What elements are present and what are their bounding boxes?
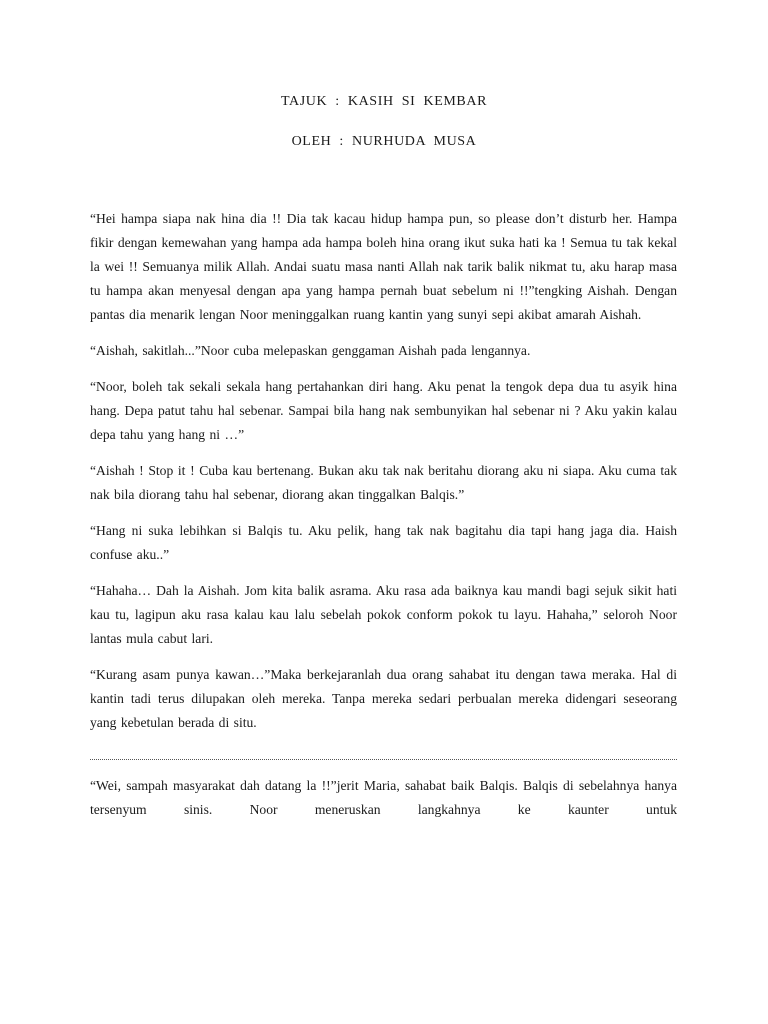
- paragraph: “Aishah, sakitlah...”Noor cuba melepaskan genggaman Aishah pada lengannya.: [90, 343, 531, 358]
- paragraph: “Aishah ! Stop it ! Cuba kau bertenang. Bukan aku tak nak beritahu diorang aku ni siapa. Aku cuma tak nak bila diorang tahu hal sebenar, diorang akan tinggalkan Balqis.”: [90, 463, 677, 502]
- document-body: [90, 207, 677, 834]
- document-author: OLEH : NURHUDA MUSA: [291, 134, 477, 149]
- dotted-separator: [90, 747, 677, 760]
- paragraph: “Kurang asam punya kawan…”Maka berkejaranlah dua orang sahabat itu dengan tawa meraka. Hal di kantin tadi terus dilupakan oleh mereka. Tanpa mereka sedari perbualan mereka didengari seseorang yang kebetulan berada di situ.: [90, 667, 677, 730]
- paragraph: “Hang ni suka lebihkan si Balqis tu. Aku pelik, hang tak nak bagitahu dia tapi hang jaga dia. Haish confuse aku..”: [90, 523, 677, 562]
- paragraph: “Noor, boleh tak sekali sekala hang pertahankan diri hang. Aku penat la tengok depa dua tu asyik hina hang. Depa patut tahu hal sebenar. Sampai bila hang nak sembunyikan hal sebenar ni ? Aku yakin kalau depa tahu yang hang ni …”: [90, 379, 677, 442]
- paragraph: “Hei hampa siapa nak hina dia !! Dia tak kacau hidup hampa pun, so please don’t disturb her. Hampa fikir dengan kemewahan yang hampa ada hampa boleh hina orang ikut suka hati ka ! Semua tu tak kekal la wei !! Semuanya milik Allah. Andai suatu masa nanti Allah nak tarik balik nikmat tu, aku harap masa tu hampa akan menyesal dengan apa yang hampa pernah buat sebelum ni !!”tengking Aishah. Dengan pantas dia menarik lengan Noor meninggalkan ruang kantin yang sunyi sepi akibat amarah Aishah.: [90, 211, 677, 322]
- document-title: TAJUK : KASIH SI KEMBAR: [280, 94, 488, 109]
- paragraph: “Hahaha… Dah la Aishah. Jom kita balik asrama. Aku rasa ada baiknya kau mandi bagi sejuk sikit hati kau tu, lagipun aku rasa kalau kau lalu sebelah pokok conform pokok tu layu. Hahaha,” seloroh Noor lantas mula cabut lari.: [90, 583, 677, 646]
- paragraph: “Wei, sampah masyarakat dah datang la !!”jerit Maria, sahabat baik Balqis. Balqis di sebelahnya hanya tersenyum sinis. Noor meneruskan langkahnya ke kaunter untuk: [90, 778, 677, 817]
